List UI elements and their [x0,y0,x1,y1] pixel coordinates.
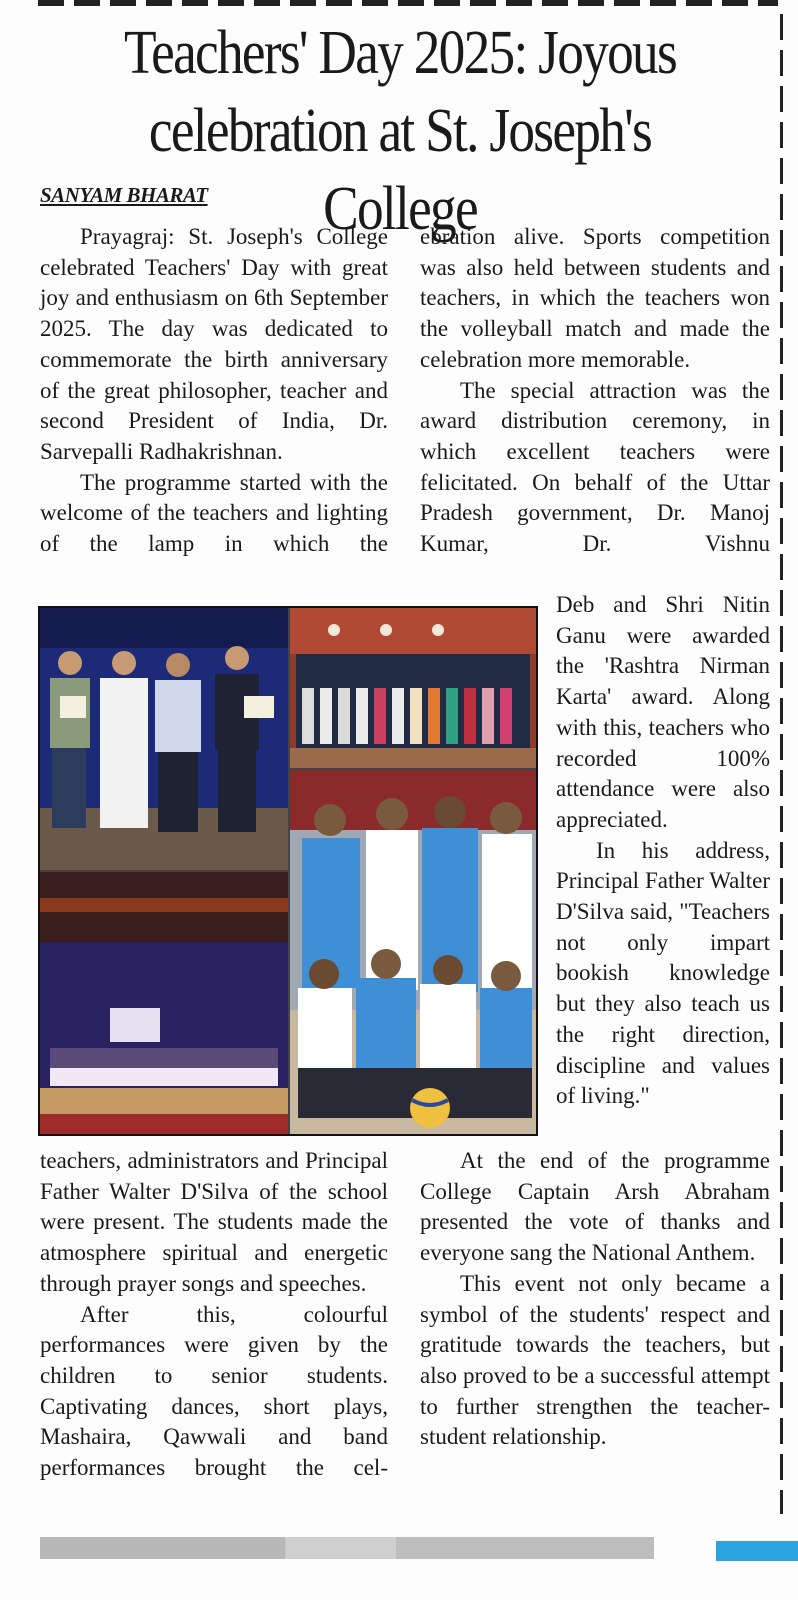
paragraph: teachers, administrators and Principal Father Walter D'Silva of the school were present. The students made the atmosphere spiritual and energetic through prayer songs and speeches. [40,1148,388,1296]
headline [82,14,718,248]
volleyball-team-photo [290,770,536,1134]
paragraph: In his address, Principal Father Walter D'Silva said, "Teachers not only impart bookish knowledge but they also teach us the right direction, discipline and values of living." [556,837,770,1109]
award-photo [40,608,288,870]
column-1-top [40,222,388,560]
footer-bar [40,1537,654,1559]
photo-collage [38,606,538,1136]
column-2-bottom [420,1146,770,1453]
paragraph: The programme started with the welcome of the teachers and lighting of the lamp in which the [40,469,388,557]
top-border-rule [38,0,778,6]
paragraph: The special attraction was the award distribution ceremony, in which excellent teachers were felicitated. On behalf of the Uttar Pradesh government, Dr. Manoj Kumar, Dr. Vishnu [420,377,770,557]
byline: SANYAM BHARAT [40,183,208,207]
column-2-top [420,222,770,560]
headline-line-1: Teachers' Day 2025: Joyous [124,19,676,87]
paragraph: After this, colourful performances were given by the children to senior students. Captivating dances, short plays, Mashaira, Qawwali and band performances brought the cel- [40,1301,388,1481]
column-1-bottom [40,1146,388,1484]
headline-line-2: celebration at St. Joseph's College [148,97,652,243]
paragraph: ebration alive. Sports competition was also held between students and teachers, in which the teachers won the volleyball match and made the celebration more memorable. [420,224,770,372]
footer-accent [716,1541,798,1561]
paragraph: At the end of the programme College Captain Arsh Abraham presented the vote of thanks and everyone sang the National Anthem. [420,1148,770,1266]
band-performance-photo [40,872,288,1134]
paragraph: Prayagraj: St. Joseph's College celebrated Teachers' Day with great joy and enthusiasm on 6th September 2025. The day was dedicated to commemorate the birth anniversary of the great philosopher, teacher and second President of India, Dr. Sarvepalli Radhakrishnan. [40,224,388,464]
paragraph: This event not only became a symbol of the students' respect and gratitude towards the teachers, but also proved to be a successful attempt to further strengthen the teacher-student relationship. [420,1270,770,1450]
right-border-rule [780,14,783,1514]
column-2-middle [556,590,770,1112]
paragraph: Deb and Shri Nitin Ganu were awarded the 'Rashtra Nirman Karta' award. Along with this, teachers who recorded 100% attendance were also appreciated. [556,592,770,832]
stage-lineup-photo [290,608,536,768]
